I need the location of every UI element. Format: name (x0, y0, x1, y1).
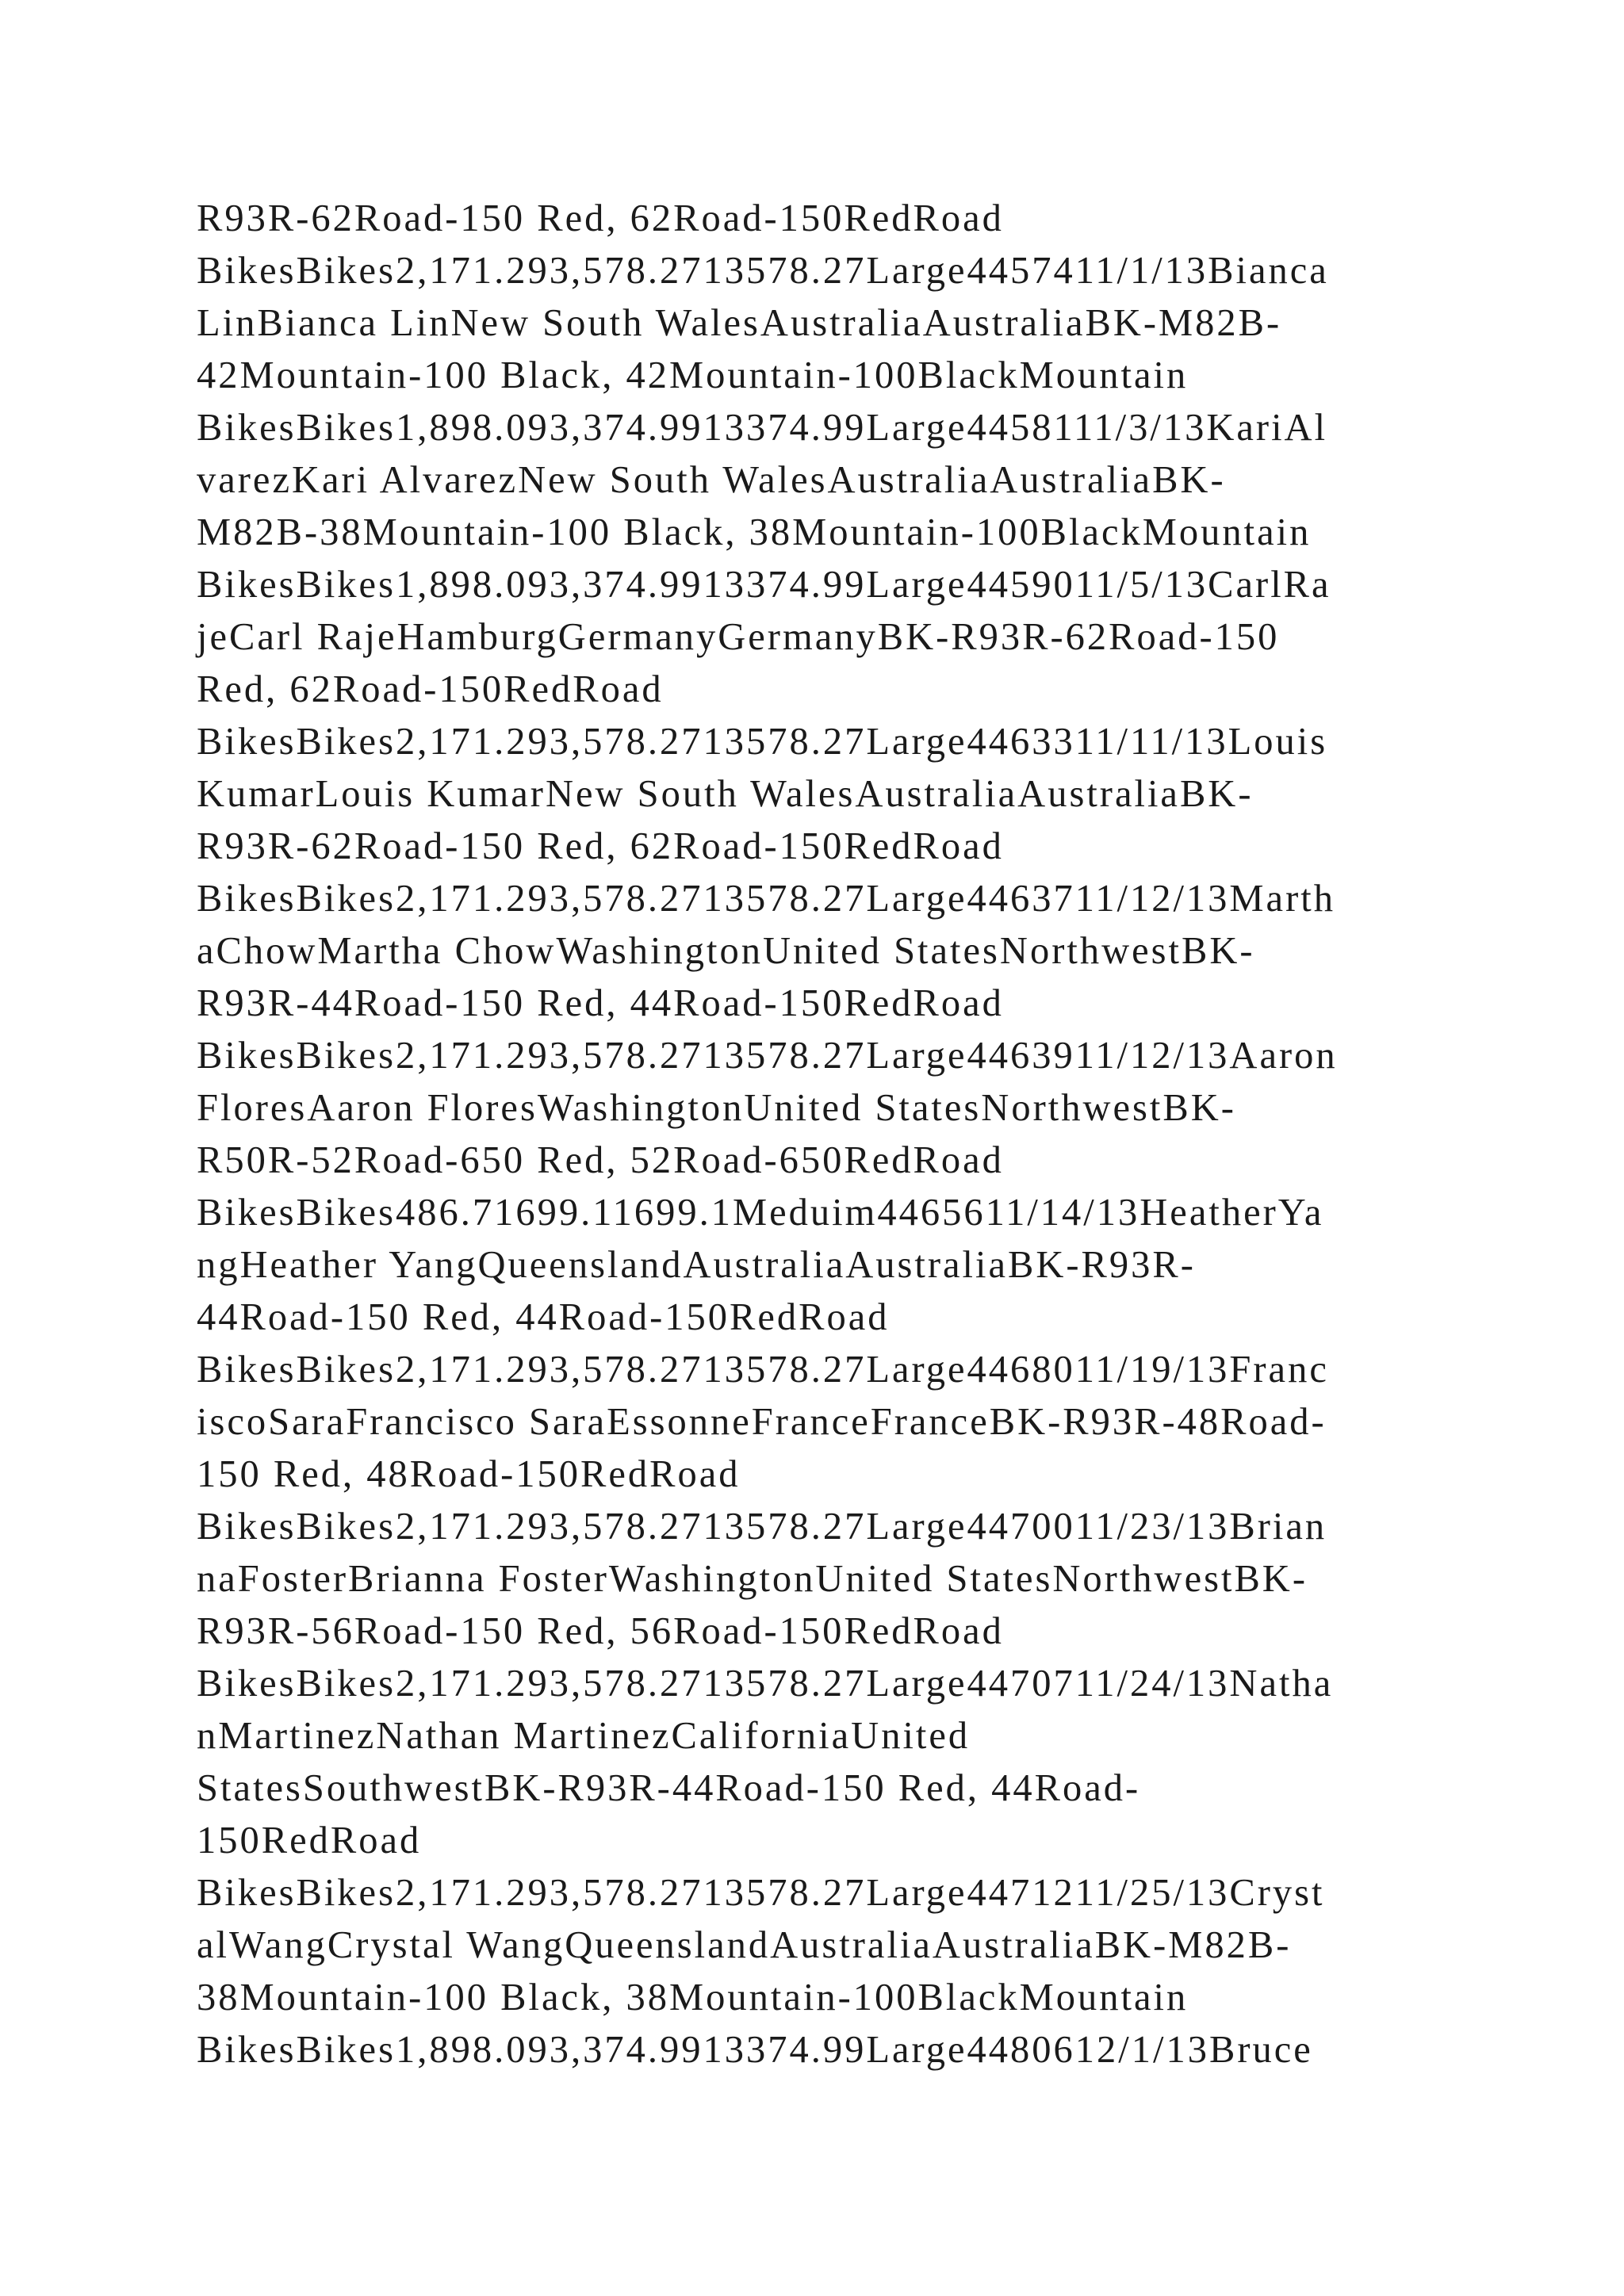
text-line: jeCarl RajeHamburgGermanyGermanyBK-R93R-62Road-150 (197, 616, 1280, 658)
text-line: R93R-56Road-150 Red, 56Road-150RedRoad (197, 1610, 1004, 1652)
text-line: BikesBikes486.71699.11699.1Meduim4465611/14/13HeatherYa (197, 1192, 1324, 1234)
text-line: aChowMartha ChowWashingtonUnited StatesNorthwestBK- (197, 930, 1255, 972)
text-line: BikesBikes1,898.093,374.9913374.99Large4459011/5/13CarlRa (197, 564, 1331, 606)
text-line: BikesBikes2,171.293,578.2713578.27Large4470711/24/13Natha (197, 1663, 1334, 1705)
text-line: LinBianca LinNew South WalesAustraliaAustraliaBK-M82B- (197, 302, 1282, 344)
text-line: varezKari AlvarezNew South WalesAustraliaAustraliaBK- (197, 459, 1226, 501)
text-line: R50R-52Road-650 Red, 52Road-650RedRoad (197, 1139, 1004, 1181)
text-line: alWangCrystal WangQueenslandAustraliaAustraliaBK-M82B- (197, 1924, 1292, 1966)
text-line: R93R-44Road-150 Red, 44Road-150RedRoad (197, 982, 1004, 1024)
text-line: BikesBikes2,171.293,578.2713578.27Large4463711/12/13Marth (197, 878, 1335, 920)
text-line: R93R-62Road-150 Red, 62Road-150RedRoad (197, 825, 1004, 867)
text-line: iscoSaraFrancisco SaraEssonneFranceFranceBK-R93R-48Road- (197, 1401, 1327, 1443)
text-line: R93R-62Road-150 Red, 62Road-150RedRoad (197, 197, 1004, 239)
text-line: BikesBikes1,898.093,374.9913374.99Large4480612/1/13Bruce (197, 2029, 1313, 2071)
text-line: 150RedRoad (197, 1820, 422, 1862)
text-line: 150 Red, 48Road-150RedRoad (197, 1453, 741, 1495)
text-line: BikesBikes2,171.293,578.2713578.27Large4457411/1/13Bianca (197, 250, 1329, 292)
text-line: KumarLouis KumarNew South WalesAustraliaAustraliaBK- (197, 773, 1254, 815)
text-line: BikesBikes1,898.093,374.9913374.99Large4458111/3/13KariAl (197, 407, 1328, 449)
text-line: StatesSouthwestBK-R93R-44Road-150 Red, 44Road- (197, 1767, 1141, 1809)
text-line: BikesBikes2,171.293,578.2713578.27Large4468011/19/13Franc (197, 1349, 1329, 1391)
text-line: BikesBikes2,171.293,578.2713578.27Large4463311/11/13Louis (197, 721, 1328, 763)
text-line: M82B-38Mountain-100 Black, 38Mountain-100BlackMountain (197, 511, 1312, 553)
text-line: nMartinezNathan MartinezCaliforniaUnited (197, 1715, 971, 1757)
text-line: 42Mountain-100 Black, 42Mountain-100BlackMountain (197, 354, 1189, 396)
text-line: BikesBikes2,171.293,578.2713578.27Large4463911/12/13Aaron (197, 1035, 1338, 1077)
text-line: naFosterBrianna FosterWashingtonUnited StatesNorthwestBK- (197, 1558, 1308, 1600)
text-line: FloresAaron FloresWashingtonUnited StatesNorthwestBK- (197, 1087, 1236, 1129)
text-line: BikesBikes2,171.293,578.2713578.27Large4471211/25/13Cryst (197, 1872, 1325, 1914)
text-line: ngHeather YangQueenslandAustraliaAustraliaBK-R93R- (197, 1244, 1196, 1286)
text-line: BikesBikes2,171.293,578.2713578.27Large4470011/23/13Brian (197, 1506, 1327, 1548)
text-line: Red, 62Road-150RedRoad (197, 668, 664, 710)
body-text (197, 193, 1465, 2076)
text-line: 44Road-150 Red, 44Road-150RedRoad (197, 1296, 890, 1338)
text-line: 38Mountain-100 Black, 38Mountain-100BlackMountain (197, 1976, 1189, 2019)
